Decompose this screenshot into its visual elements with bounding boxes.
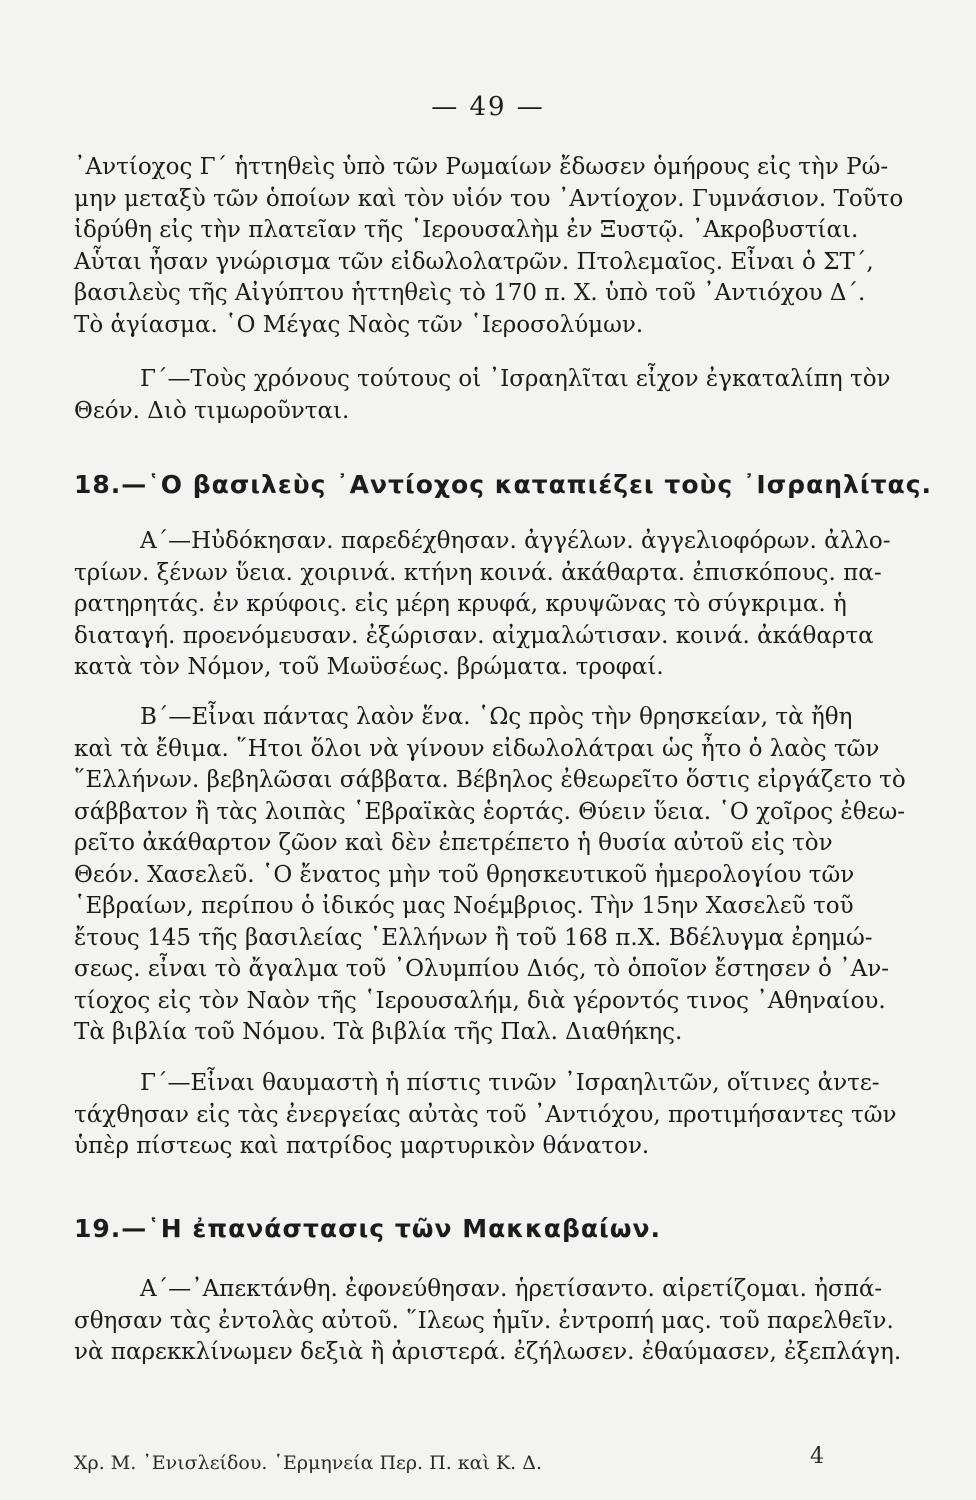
section-heading-19: 19.—῾Η ἐπανάστασις τῶν Μακκαβαίων. <box>74 1214 662 1243</box>
text-line: Θεόν. Χασελεῦ. ῾Ο ἔνατος μὴν τοῦ θρησκευτικοῦ ἡμερολογίου τῶν <box>74 861 855 888</box>
text-line: ρατηρητάς. ἐν κρύφοις. εἰς μέρη κρυφά, κρυψῶνας τὸ σύγκριμα. ἡ <box>74 591 847 617</box>
text-line: μην μεταξὺ τῶν ὁποίων καὶ τὸν υἱόν του ᾿Αντίοχον. Γυμνάσιον. Τοῦτο <box>74 185 904 212</box>
text-line: Τὰ βιβλία τοῦ Νόμου. Τὰ βιβλία τῆς Παλ. Διαθήκης. <box>74 1019 683 1045</box>
text-line: τρίων. ξένων ὕεια. χοιρινά. κτήνη κοινά. ἀκάθαρτα. ἐπισκόπους. πα- <box>74 559 882 586</box>
text-line: Α΄—Ηὐδόκησαν. παρεδέχθησαν. ἀγγέλων. ἀγγελιοφόρων. ἀλλο- <box>140 528 891 554</box>
text-line: ρεῖτο ἀκάθαρτον ζῶον καὶ δὲν ἐπετρέπετο ἡ θυσία αὐτοῦ εἰς τὸν <box>74 830 833 856</box>
text-line: ὑπὲρ πίστεως καὶ πατρίδος μαρτυρικὸν θάνατον. <box>74 1133 650 1159</box>
footer-citation: Χρ. Μ. ᾿Ενισλείδου. ῾Ερμηνεία Περ. Π. καὶ Κ. Δ. <box>74 1452 543 1474</box>
text-line: Α΄—᾿Απεκτάνθη. ἐφονεύθησαν. ἡρετίσαντο. αἱρετίζομαι. ἠσπά- <box>140 1276 883 1302</box>
text-line: Β΄—Εἶναι πάντας λαὸν ἕνα. ῾Ως πρὸς τὴν θρησκείαν, τὰ ἤθη <box>140 704 853 730</box>
text-line: τάχθησαν εἰς τὰς ἐνεργείας αὐτὰς τοῦ ᾿Αντιόχου, προτιμήσαντες τῶν <box>74 1101 897 1128</box>
text-line: Γ΄—Τοὺς χρόνους τούτους οἱ ᾿Ισραηλῖται εἶχον ἐγκαταλίπη τὸν <box>140 366 891 392</box>
text-line: ῞Ελλήνων. βεβηλῶσαι σάββατα. Βέβηλος ἐθεωρεῖτο ὅστις εἰργάζετο τὸ <box>74 767 906 793</box>
section-19-a <box>74 1274 902 1369</box>
text-line: τίοχος εἰς τὸν Ναὸν τῆς ῾Ιερουσαλήμ, διὰ γέροντός τινος ᾿Αθηναίου. <box>74 987 886 1014</box>
text-line: κατὰ τὸν Νόμον, τοῦ Μωϋσέως. βρώματα. τροφαί. <box>74 654 664 680</box>
gamma-paragraph <box>74 364 891 427</box>
text-line: ἔτους 145 τῆς βασιλείας ῾Ελλήνων ἢ τοῦ 168 π.Χ. Βδέλυγμα ἐρημώ- <box>74 924 873 951</box>
section-18-c <box>74 1068 897 1163</box>
text-line: νὰ παρεκκλίνωμεν δεξιὰ ἢ ἀριστερά. ἐζήλωσεν. ἐθαύμασεν, ἐξεπλάγη. <box>74 1339 902 1365</box>
page-number: — 49 — <box>431 92 545 122</box>
section-18-b <box>74 702 906 1049</box>
text-line: Γ΄—Εἶναι θαυμαστὴ ἡ πίστις τινῶν ᾿Ισραηλιτῶν, οἵτινες ἀντε- <box>140 1070 880 1096</box>
section-heading-18: 18.—῾Ο βασιλεὺς ᾿Αντίοχος καταπιέζει τοὺς ᾿Ισραηλίτας. <box>74 470 933 499</box>
text-line: ἱδρύθη εἰς τὴν πλατεῖαν τῆς ῾Ιερουσαλὴμ ἐν Ξυστῷ. ᾿Ακροβυστίαι. <box>74 217 859 243</box>
text-line: Αὗται ἦσαν γνώρισμα τῶν εἰδωλολατρῶν. Πτολεμαῖος. Εἶναι ὁ ΣΤ΄, <box>74 248 874 275</box>
signature-mark: 4 <box>810 1444 824 1469</box>
text-line: διαταγή. προενόμευσαν. ἐξώρισαν. αἰχμαλώτισαν. κοινά. ἀκάθαρτα <box>74 622 874 649</box>
text-line: Τὸ ἁγίασμα. ῾Ο Μέγας Ναὸς τῶν ῾Ιεροσολύμων. <box>74 311 644 338</box>
text-line: βασιλεὺς τῆς Αἰγύπτου ἡττηθεὶς τὸ 170 π. Χ. ὑπὸ τοῦ ᾿Αντιόχου Δ΄. <box>74 280 866 306</box>
intro-paragraph <box>74 152 904 341</box>
text-line: σθησαν τὰς ἐντολὰς αὐτοῦ. ῞Ιλεως ἡμῖν. ἐντροπή μας. τοῦ παρελθεῖν. <box>74 1307 894 1334</box>
text-line: καὶ τὰ ἔθιμα. ῞Ητοι ὅλοι νὰ γίνουν εἰδωλολάτραι ὡς ἦτο ὁ λαὸς τῶν <box>74 735 880 762</box>
text-line: Θεόν. Διὸ τιμωροῦνται. <box>74 397 350 424</box>
text-line: σάββατον ἢ τὰς λοιπὰς ῾Εβραϊκὰς ἑορτάς. Θύειν ὕεια. ῾Ο χοῖρος ἐθεω- <box>74 798 906 825</box>
page-footer <box>74 1444 844 1474</box>
text-line: ῾Εβραίων, περίπου ὁ ἰδικός μας Νοέμβριος. Τὴν 15ην Χασελεῦ τοῦ <box>74 893 854 919</box>
section-18-a <box>74 526 891 684</box>
text-line: ᾿Αντίοχος Γ΄ ἡττηθεὶς ὑπὸ τῶν Ρωμαίων ἔδωσεν ὁμήρους εἰς τὴν Ρώ- <box>74 154 889 180</box>
text-line: σεως. εἶναι τὸ ἄγαλμα τοῦ ᾿Ολυμπίου Διός, τὸ ὁποῖον ἔστησεν ὁ ᾿Αν- <box>74 956 890 982</box>
